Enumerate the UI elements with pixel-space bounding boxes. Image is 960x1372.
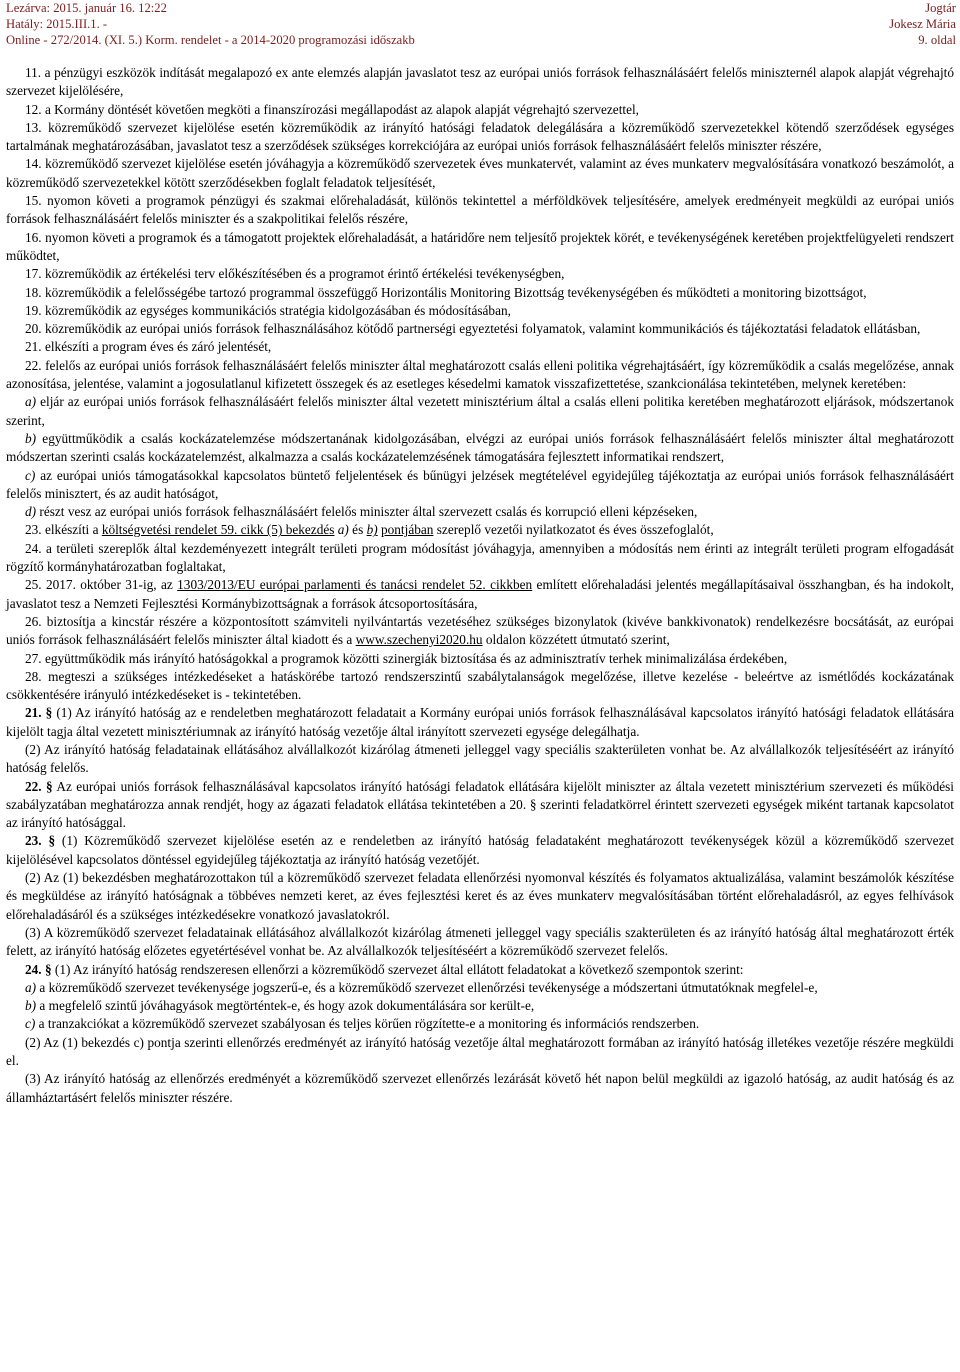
header-user-name: Jokesz Mária xyxy=(889,17,956,31)
section-23-1: 23. § (1) Közreműködő szervezet kijelölése esetén az e rendeletben az irányító hatóság feladataként meghatározott tevékenységek közül a közreműködő szervezet kijelölésével kapcsolatos döntéssel egyidejűleg tájékoztatja az irányító hatóság vezetőjét. xyxy=(6,833,955,867)
subpoint-label: c) xyxy=(25,467,36,483)
subpoint-label: a) xyxy=(25,979,37,995)
regulation-link[interactable]: költségvetési rendelet 59. cikk (5) bekezdés xyxy=(101,522,335,538)
section-number: 22. § xyxy=(25,778,53,794)
section-21-2: (2) Az irányító hatóság feladatainak ellátásához alvállalkozót kizárólag átmeneti jelleggel vagy speciális szakterületen vonhat be. Az alvállalkozók teljesítéséért az irányító hatóság felelős. xyxy=(6,741,954,776)
point-20: 20. közreműködik az európai uniós források felhasználásához kötődő partnerségi egyeztetési folyamatok, valamint kommunikációs és tájékoztatási feladatok ellátásban, xyxy=(25,321,921,337)
point-12: 12. a Kormány döntését követően megköti a finanszírozási megállapodást az alapok alapját végrehajtó szervezettel, xyxy=(25,101,640,117)
document-body xyxy=(6,64,954,1107)
header-effective-date: Hatály: 2015.III.1. - xyxy=(6,17,108,31)
section-21-1: 21. § (1) Az irányító hatóság az e rendeletben meghatározott feladatait a Kormány európai uniós források felhasználásával kapcsolatos irányító hatósági feladatok ellátására kijelölt tagja által vezetett minisztériumnak az irányító hatóság vezetője által irányított szervezeti egysége delegálhatja. xyxy=(6,705,955,739)
website-link[interactable]: www.szechenyi2020.hu xyxy=(355,632,483,648)
point-22: 22. felelős az európai uniós források felhasználásáért felelős miniszter által meghatározott csalás elleni politika végrehajtásáért, így közreműködik a csalás megelőzése, annak azonosítása, jelentése, valamint a jogosulatlanul kifizetett összegek és az esetleges késedelmi kamatok visszafizettetése, szankcionálása tekintetében, melynek keretében: xyxy=(6,357,954,392)
point-22-c: c) az európai uniós támogatásokkal kapcsolatos büntető feljelentések és bűnügyi jelzések megtételével egyidejűleg tájékoztatja az európai uniós források felhasználásáért felelős minisztert, és az audit hatóságot, xyxy=(6,467,954,501)
section-number: 21. § xyxy=(25,705,53,721)
header-locked-date: Lezárva: 2015. január 16. 12:22 xyxy=(6,1,167,15)
point-22-a: a) eljár az európai uniós források felhasználásáért felelős miniszter által vezetett minisztérium által a csalás elleni politika keretében meghatározott eljárások, módszertanok szerint, xyxy=(6,394,954,428)
section-24-2: (2) Az (1) bekezdés c) pontja szerinti ellenőrzés eredményét az irányító hatóság vezetője által meghatározott formában az irányító hatóság illetékes vezetője részére megküldi el. xyxy=(6,1034,954,1069)
point-22-b: b) együttműködik a csalás kockázatelemzése módszertanának kidolgozásában, elvégzi az európai uniós források felhasználásáért felelős miniszter által meghatározott módszertan szerinti csalás kockázatelemzést, alkalmazza a csalás kockázatelemzésének támogatására fejlesztett informatikai rendszert, xyxy=(6,430,954,465)
subpoint-label: a) xyxy=(25,394,37,410)
subpoint-label: b) xyxy=(25,430,37,446)
point-22-d: d) részt vesz az európai uniós források felhasználásáért felelős miniszter által szervezett csalás és korrupció elleni képzéseken, xyxy=(25,504,698,520)
point-b-link[interactable]: b) xyxy=(366,522,378,538)
point-19: 19. közreműködik az egységes kommunikációs stratégia kidolgozásában és módosításában, xyxy=(25,302,511,318)
point-15: 15. nyomon követi a programok pénzügyi és szakmai előrehaladását, különös tekintettel a mérföldkövek teljesítésére, amelyek eredményeit megküldi az európai uniós források felhasználásáért felelős miniszter és a szakpolitikai felelős részére, xyxy=(6,193,954,227)
point-18: 18. közreműködik a felelősségébe tartozó programmal összefüggő Horizontális Monitoring Bizottság tevékenységében és működteti a monitoring bizottságot, xyxy=(25,284,867,300)
section-23-2: (2) Az (1) bekezdésben meghatározottakon túl a közreműködő szervezet feladata ellenőrzési nyomonval készítés és folyamatos aktualizálása, valamint beszámolók készítése és megküldése az irányító hatóságnak a többéves nemzeti keret, az éves fejlesztési keret és az éves munkaterv megvalósításában történt előrehaladásról, az egyes felhívások előrehaladásáról és a szükséges intézkedésekre vonatkozó javaslatokról. xyxy=(6,870,954,922)
subpoint-label: c) xyxy=(25,1016,36,1032)
section-24-1-a: a) a közreműködő szervezet tevékenysége jogszerű-e, és a közreműködő szervezet ellenőrzési tevékenysége a módszertani útmutatóknak megfelel-e, xyxy=(25,979,818,995)
point-24: 24. a területi szereplők által kezdeményezett integrált területi program módosítást jóváhagyja, amennyiben a módosítás nem érinti az integrált területi program elfogadását rögzítő kormányhatározatban foglaltakat, xyxy=(6,540,954,575)
point-16: 16. nyomon követi a programok és a támogatott projektek előrehaladását, a határidőre nem teljesítő projektek körét, e tevékenységének keretében projektfelügyeleti rendszert működtet, xyxy=(6,229,954,263)
point-13: 13. közreműködő szervezet kijelölése esetén közreműködik az irányító hatósági feladatok delegálására a közreműködő szervezetekkel kötendő szerződések egységes tartalmának meghatározásában, javaslatot tesz a szerződések szükséges korrekciójára az európai uniós források felhasználásáért felelős miniszter részére, xyxy=(6,119,954,154)
point-27: 27. együttműködik más irányító hatóságokkal a programok közötti szinergiák biztosítása és az adminisztratív terhek minimalizálása érdekében, xyxy=(25,650,788,666)
point-23: 23. elkészíti a költségvetési rendelet 59. cikk (5) bekezdés a) és b) pontjában szereplő vezetői nyilatkozatot és éves összefoglalót, xyxy=(25,522,714,538)
subpoint-label: d) xyxy=(25,504,37,520)
point-14: 14. közreműködő szervezet kijelölése esetén jóváhagyja a közreműködő szervezetek éves munkatervét, valamint az éves munkaterv megvalósítására vonatkozó beszámolót, a közreműködő szervezetekkel kötött szerződésekben foglalt feladatok teljesítését, xyxy=(6,156,954,190)
point-28: 28. megteszi a szükséges intézkedéseket a hatáskörébe tartozó rendszerszintű szabálytalanságok megelőzése, illetve kezelése - beleértve az ismétlődés kockázatának csökkentésére irányuló intézkedéseket is - tekintetében. xyxy=(6,668,954,703)
section-24-3: (3) Az irányító hatóság az ellenőrzés eredményét a közreműködő szervezet ellenőrzés lezárását követő hét napon belül megküldi az igazoló hatóság, az audit hatóság és az államháztartásért felelős miniszter részére. xyxy=(6,1071,954,1105)
point-link[interactable]: pontjában xyxy=(380,522,434,538)
point-26: 26. biztosítja a kincstár részére a központosított számviteli nyilvántartás vezetéséhez szükséges bizonylatok (kivéve bankkivonatok) rendelkezésre bocsátását, az európai uniós források felhasználásáért felelős miniszter által kiadott és a www.szechenyi2020.hu oldalon közzétett útmutató szerint, xyxy=(6,613,954,648)
subpoint-label: b) xyxy=(25,998,37,1014)
section-24-1-c: c) a tranzakciókat a közreműködő szervezet szabályosan és teljes körűen rögzítette-e a monitoring és információs rendszerben. xyxy=(25,1016,700,1032)
section-number: 23. § xyxy=(25,833,56,849)
header-document-title: Online - 272/2014. (XI. 5.) Korm. rendelet - a 2014-2020 programozási időszakb xyxy=(6,33,415,47)
section-22: 22. § Az európai uniós források felhasználásával kapcsolatos irányító hatósági feladatok ellátására kijelölt miniszter az általa vezetett minisztérium szervezeti és működési szabályzatában meghatározza annak rendjét, hogy az ágazati feladatok ellátása tekintetében a 20. § szerinti feladatkörrel érintett szervezeti egységek miként tartanak kapcsolatot az irányító hatósággal. xyxy=(6,778,954,831)
section-number: 24. § xyxy=(25,961,52,977)
header-app-name: Jogtár xyxy=(925,1,956,15)
point-21: 21. elkészíti a program éves és záró jelentését, xyxy=(25,339,272,355)
section-24-1: 24. § (1) Az irányító hatóság rendszeresen ellenőrzi a közreműködő szervezet által ellátott feladatokat a következő szempontok szerint: xyxy=(25,961,744,977)
header-page-number: 9. oldal xyxy=(918,33,956,47)
point-11: 11. a pénzügyi eszközök indítását megalapozó ex ante elemzés alapján javaslatot tesz az európai uniós források felhasználásáért felelős miniszternél alapok alapját végrehajtó szervezet kijelölésére, xyxy=(6,65,954,99)
point-17: 17. közreműködik az értékelési terv előkészítésében és a programot érintő értékelési tevékenységben, xyxy=(25,266,565,282)
page-header xyxy=(0,0,960,48)
eu-regulation-link[interactable]: 1303/2013/EU európai parlamenti és tanácsi rendelet 52. cikkben xyxy=(177,577,533,593)
section-24-1-b: b) a megfelelő szintű jóváhagyások megtörténtek-e, és hogy azok dokumentálására sor került-e, xyxy=(25,998,535,1014)
point-25: 25. 2017. október 31-ig, az 1303/2013/EU európai parlamenti és tanácsi rendelet 52. cikkben említett előrehaladási jelentés megállapításaival összhangban, és ha indokolt, javaslatot tesz a Nemzeti Fejlesztési Kormánybizottságnak a források átcsoportosítására, xyxy=(6,577,954,611)
section-23-3: (3) A közreműködő szervezet feladatainak ellátásához alvállalkozót kizárólag átmeneti jelleggel vagy speciális szakterületen és az irányító hatóság által meghatározott érték felett, az irányító hatóság előzetes egyetértésével vonhat be. Az alvállalkozók teljesítéséért a közreműködő szervezet felelős. xyxy=(6,924,954,959)
